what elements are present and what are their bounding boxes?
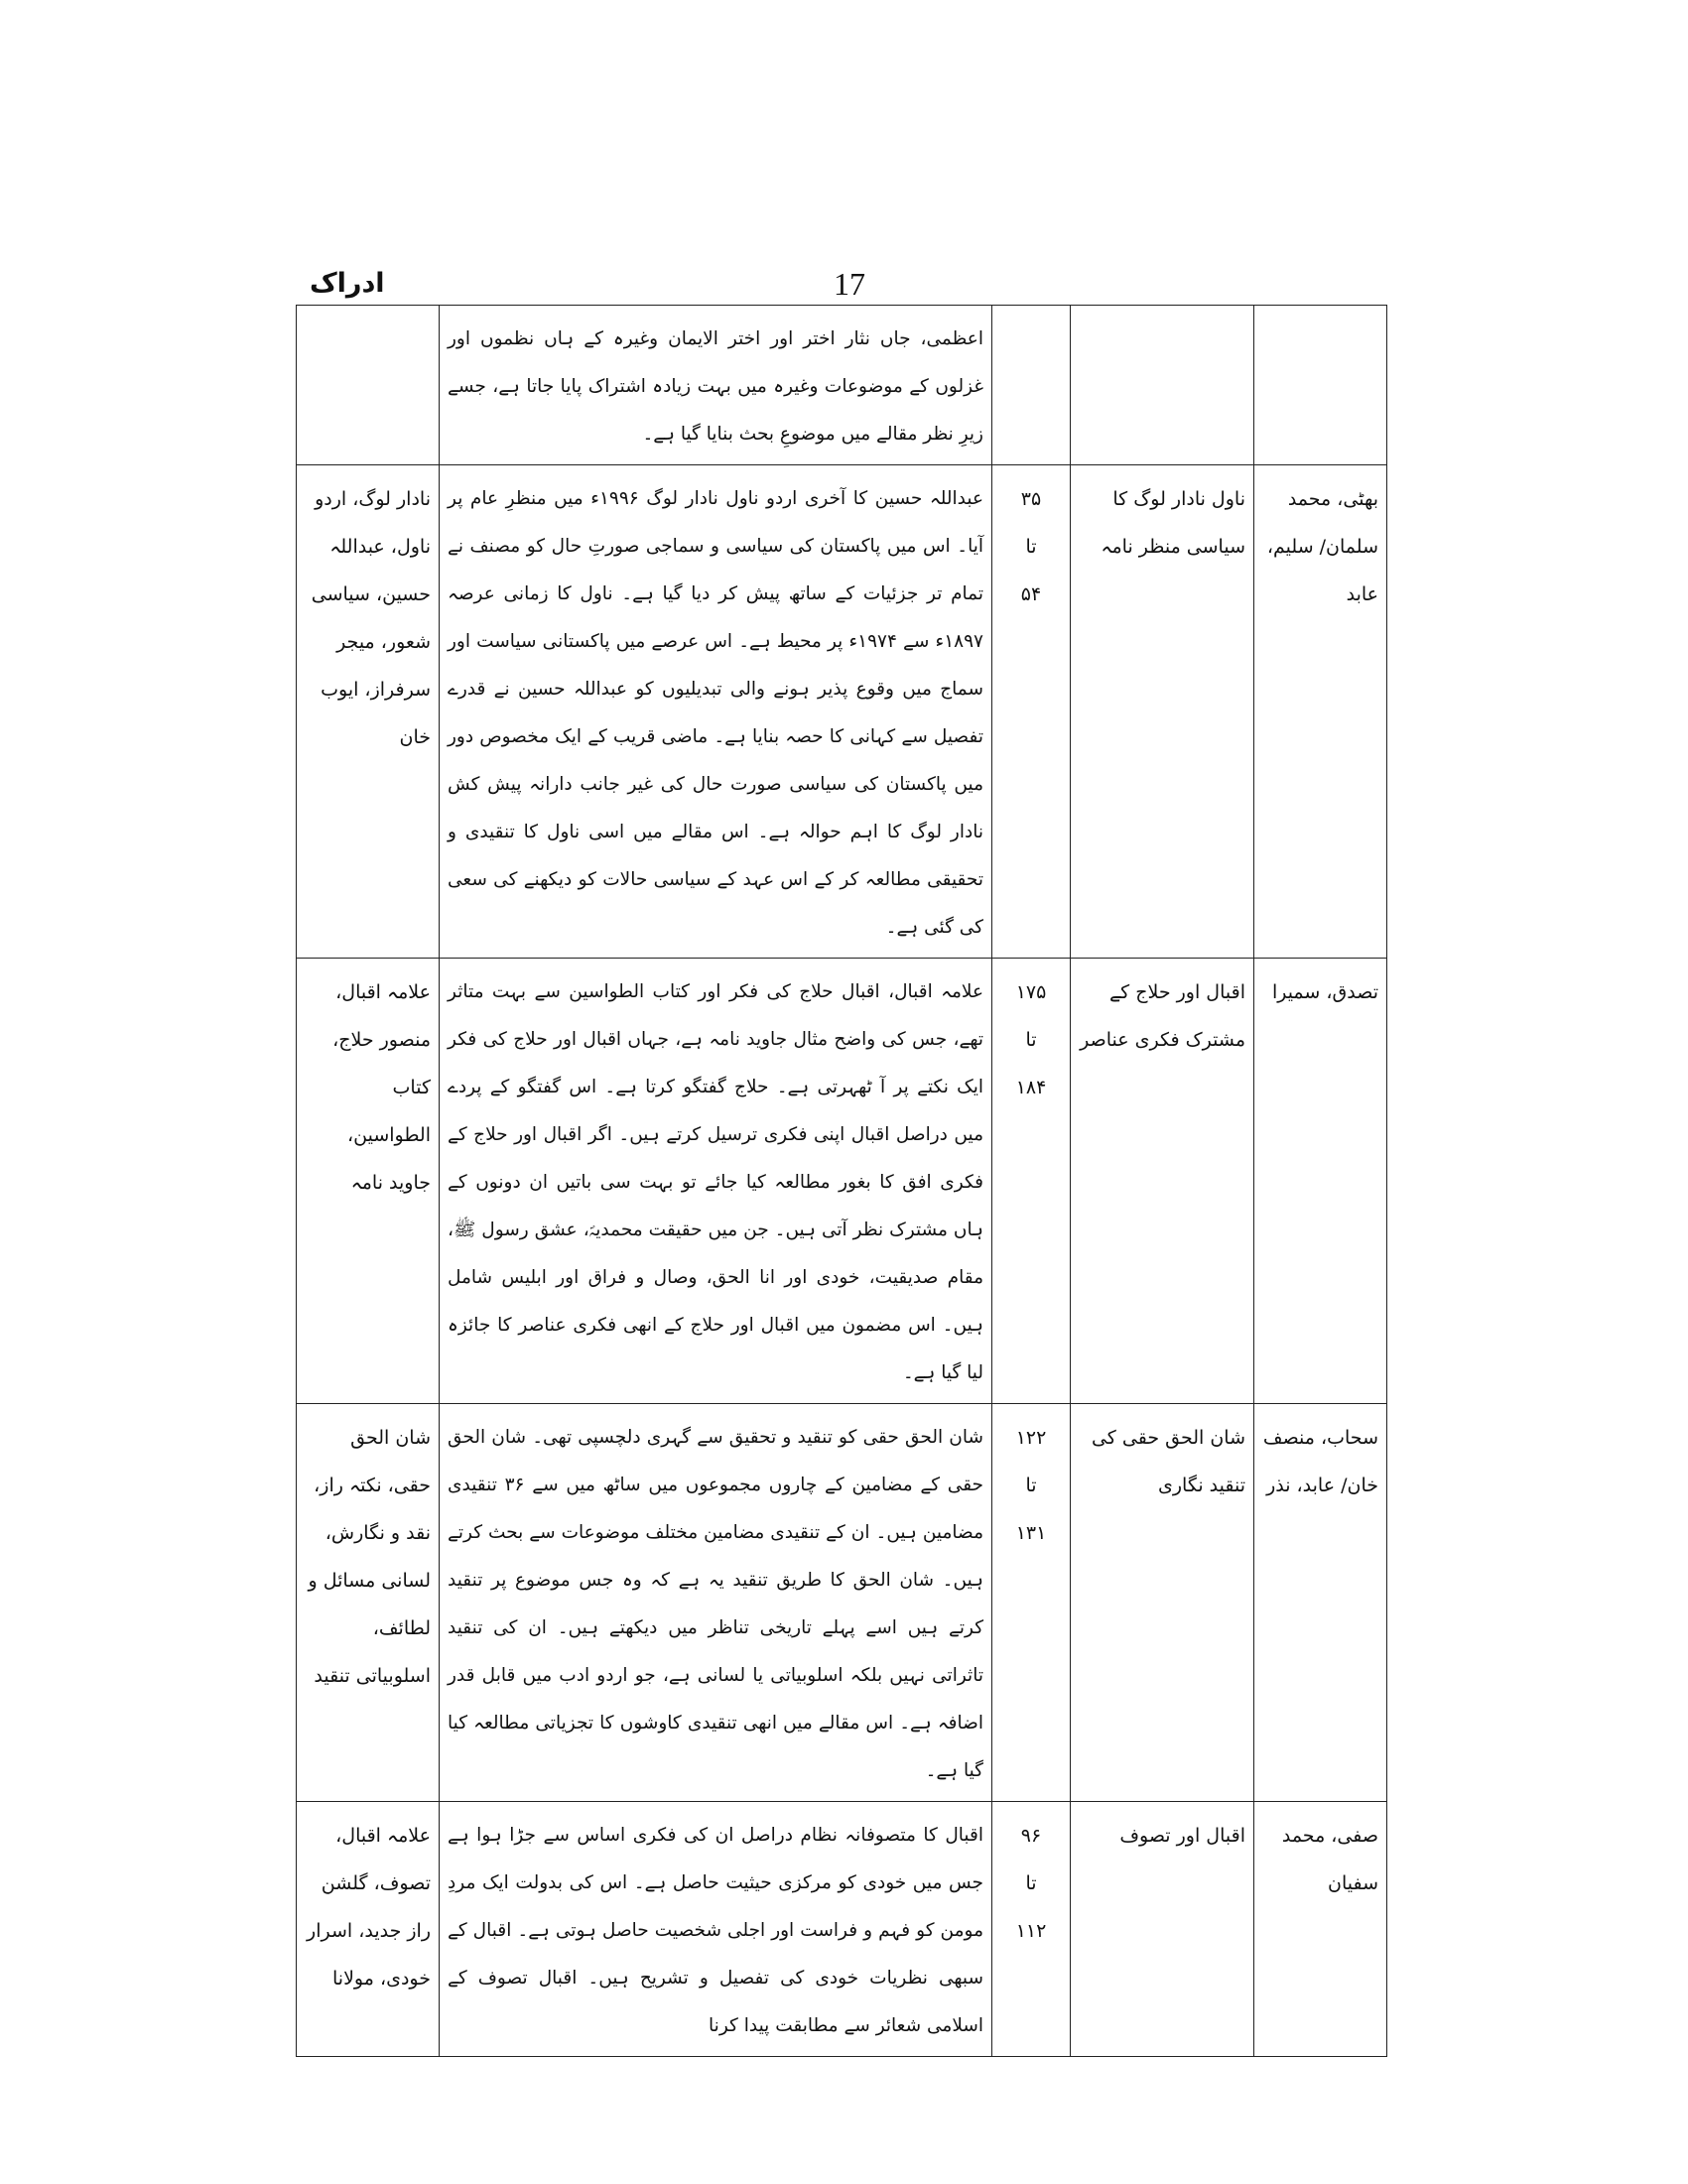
- page-end: ۵۴: [1020, 583, 1042, 605]
- page-start: ۹۶: [1020, 1825, 1042, 1847]
- table-row: [297, 306, 1387, 465]
- page-to: تا: [1025, 1029, 1037, 1051]
- keywords-cell: نادار لوگ، اردو ناول، عبداللہ حسین، سیاسی شعور، میجر سرفراز، ایوب خان: [297, 465, 440, 959]
- page-to: تا: [1025, 1872, 1037, 1894]
- page-number: 17: [834, 266, 865, 302]
- authors-cell: سحاب، منصف خان/ عابد، نذر: [1254, 1404, 1387, 1802]
- page-start: ۱۷۵: [1015, 981, 1047, 1003]
- pages-cell: [992, 1404, 1071, 1802]
- title-cell: [1071, 306, 1254, 465]
- page-end: ۱۱۲: [1015, 1920, 1047, 1942]
- articles-table: [296, 305, 1387, 2057]
- authors-cell: صفی، محمد سفیان: [1254, 1802, 1387, 2057]
- abstract-cell: اقبال کا متصوفانہ نظام دراصل ان کی فکری اساس سے جڑا ہوا ہے جس میں خودی کو مرکزی حیثیت حاصل ہے۔ اس کی بدولت ایک مردِ مومن کو فہم و فراست اور اجلی شخصیت حاصل ہوتی ہے۔ اقبال کے سبھی نظریات خودی کی تفصیل و تشریح ہیں۔ اقبال تصوف کے اسلامی شعائر سے مطابقت پیدا کرنا: [440, 1802, 992, 2057]
- page-to: تا: [1025, 1475, 1037, 1496]
- abstract-cell: عبداللہ حسین کا آخری اردو ناول نادار لوگ ۱۹۹۶ء میں منظرِ عام پر آیا۔ اس میں پاکستان کی سیاسی و سماجی صورتِ حال کو مصنف نے تمام تر جزئیات کے ساتھ پیش کر دیا گیا ہے۔ ناول کا زمانی عرصہ ۱۸۹۷ء سے ۱۹۷۴ء پر محیط ہے۔ اس عرصے میں پاکستانی سیاست اور سماج میں وقوع پذیر ہونے والی تبدیلیوں کو عبداللہ حسین نے قدرے تفصیل سے کہانی کا حصہ بنایا ہے۔ ماضی قریب کے ایک مخصوص دور میں پاکستان کی سیاسی صورت حال کی غیر جانب دارانہ پیش کش نادار لوگ کا اہم حوالہ ہے۔ اس مقالے میں اسی ناول کا تنقیدی و تحقیقی مطالعہ کر کے اس عہد کے سیاسی حالات کو دیکھنے کی سعی کی گئی ہے۔: [440, 465, 992, 959]
- page-start: ۱۲۲: [1015, 1427, 1047, 1449]
- authors-cell: [1254, 306, 1387, 465]
- table-row: [297, 1404, 1387, 1802]
- table-row: [297, 465, 1387, 959]
- keywords-cell: [297, 306, 440, 465]
- page-end: ۱۳۱: [1015, 1522, 1047, 1544]
- title-cell: شان الحق حقی کی تنقید نگاری: [1071, 1404, 1254, 1802]
- pages-cell: [992, 465, 1071, 959]
- page-start: ۳۵: [1020, 488, 1042, 510]
- pages-cell: [992, 959, 1071, 1404]
- title-cell: ناول نادار لوگ کا سیاسی منظر نامہ: [1071, 465, 1254, 959]
- page-to: تا: [1025, 536, 1037, 558]
- authors-cell: بھٹی، محمد سلمان/ سلیم، عابد: [1254, 465, 1387, 959]
- table-row: [297, 959, 1387, 1404]
- abstract-cell: شان الحق حقی کو تنقید و تحقیق سے گہری دلچسپی تھی۔ شان الحق حقی کے مضامین کے چاروں مجموعوں میں ساٹھ میں سے ۳۶ تنقیدی مضامین ہیں۔ ان کے تنقیدی مضامین مختلف موضوعات سے بحث کرتے ہیں۔ شان الحق کا طریق تنقید یہ ہے کہ وہ جس موضوع پر تنقید کرتے ہیں اسے پہلے تاریخی تناظر میں دیکھتے ہیں۔ ان کی تنقید تاثراتی نہیں بلکہ اسلوبیاتی یا لسانی ہے، جو اردو ادب میں قابل قدر اضافہ ہے۔ اس مقالے میں انھی تنقیدی کاوشوں کا تجزیاتی مطالعہ کیا گیا ہے۔: [440, 1404, 992, 1802]
- table-row: [297, 1802, 1387, 2057]
- abstract-cell: علامہ اقبال، اقبال حلاج کی فکر اور کتاب الطواسین سے بہت متاثر تھے، جس کی واضح مثال جاوید نامہ ہے، جہاں اقبال اور حلاج کی فکر ایک نکتے پر آ ٹھہرتی ہے۔ حلاج گفتگو کرتا ہے۔ اس گفتگو کے پردے میں دراصل اقبال اپنی فکری ترسیل کرتے ہیں۔ اگر اقبال اور حلاج کے فکری افق کا بغور مطالعہ کیا جائے تو بہت سی باتیں ان دونوں کے ہاں مشترک نظر آتی ہیں۔ جن میں حقیقت محمدیہؐ، عشق رسول ﷺ، مقام صدیقیت، خودی اور انا الحق، وصال و فراق اور ابلیس شامل ہیں۔ اس مضمون میں اقبال اور حلاج کے انھی فکری عناصر کا جائزہ لیا گیا ہے۔: [440, 959, 992, 1404]
- title-cell: اقبال اور حلاج کے مشترک فکری عناصر: [1071, 959, 1254, 1404]
- keywords-cell: علامہ اقبال، منصور حلاج، کتاب الطواسین، جاوید نامہ: [297, 959, 440, 1404]
- journal-name: ادراک: [310, 268, 385, 299]
- pages-cell: [992, 1802, 1071, 2057]
- pages-cell: [992, 306, 1071, 465]
- abstract-cell: اعظمی، جاں نثار اختر اور اختر الایمان وغیرہ کے ہاں نظموں اور غزلوں کے موضوعات وغیرہ میں بہت زیادہ اشتراک پایا جاتا ہے، جسے زیرِ نظر مقالے میں موضوعِ بحث بنایا گیا ہے۔: [440, 306, 992, 465]
- title-cell: اقبال اور تصوف: [1071, 1802, 1254, 2057]
- keywords-cell: علامہ اقبال، تصوف، گلشن راز جدید، اسرار خودی، مولانا: [297, 1802, 440, 2057]
- page-end: ۱۸۴: [1015, 1077, 1047, 1098]
- keywords-cell: شان الحق حقی، نکتہ راز، نقد و نگارش، لسانی مسائل و لطائف، اسلوبیاتی تنقید: [297, 1404, 440, 1802]
- authors-cell: تصدق، سمیرا: [1254, 959, 1387, 1404]
